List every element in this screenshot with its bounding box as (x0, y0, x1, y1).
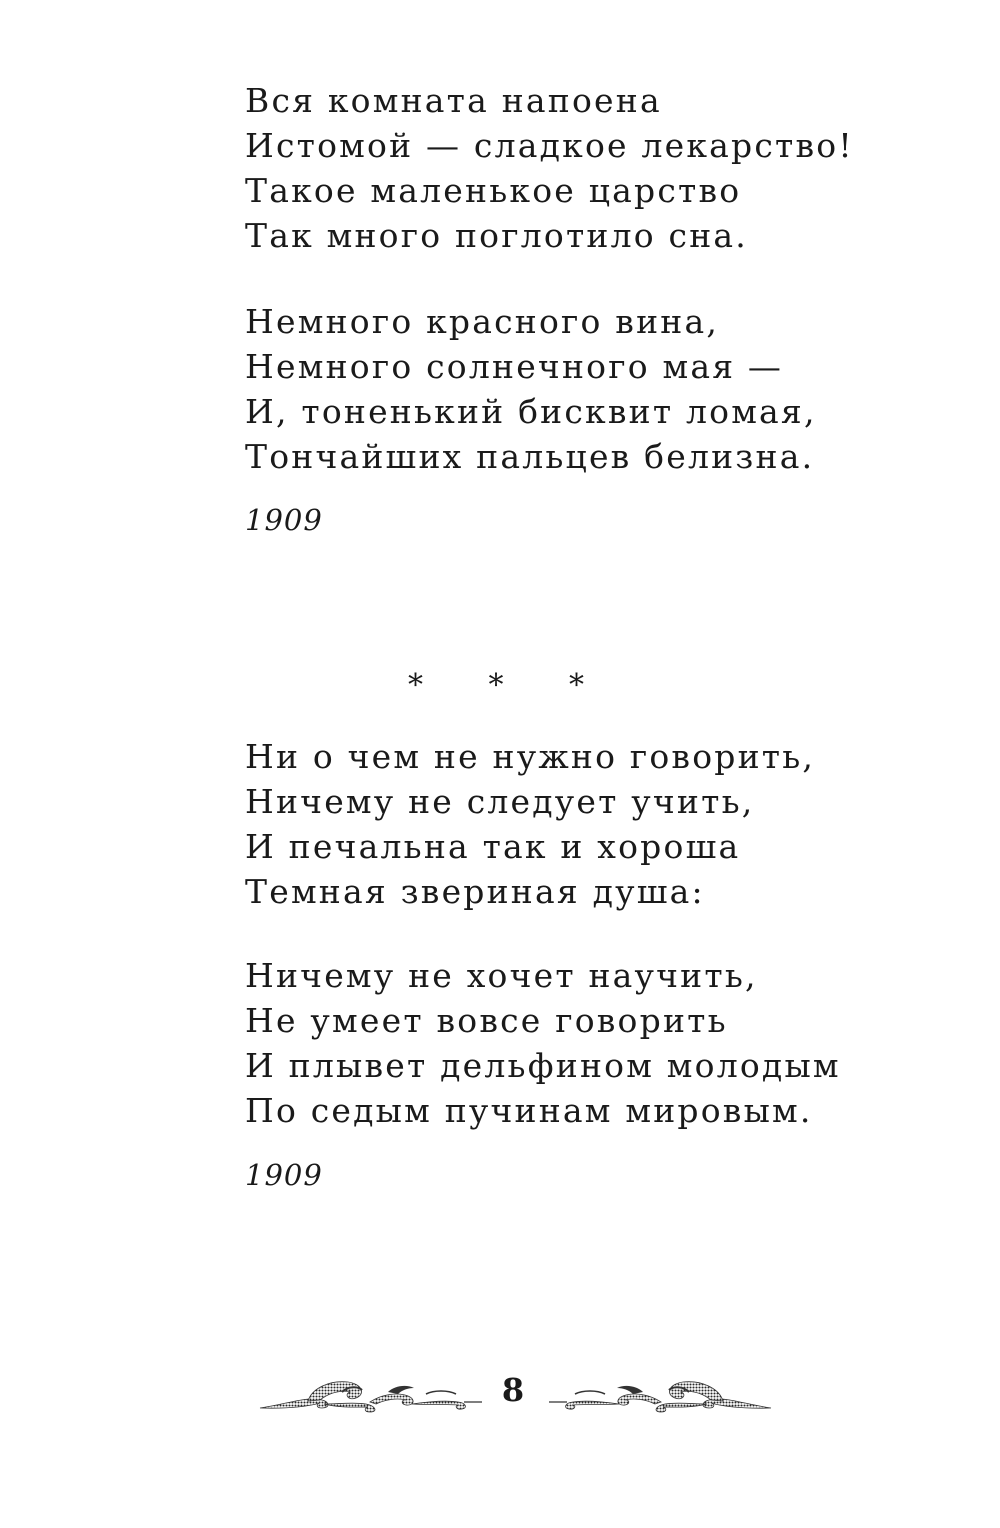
poem-line: Ни о чем не нужно говорить, (245, 737, 816, 776)
section-separator: * * * (407, 668, 613, 703)
poem-line: Немного красного вина, (245, 302, 720, 341)
poem-line: И плывет дельфином молодым (245, 1046, 841, 1085)
poem-line: Немного солнечного мая — (245, 347, 784, 386)
poem-line: И печальна так и хороша (245, 827, 741, 866)
poem-line: Так много поглотило сна. (245, 216, 748, 255)
poem1-stanza1 (245, 78, 854, 258)
poem2-year: 1909 (245, 1158, 323, 1192)
poem-line: Не умеет вовсе говорить (245, 1001, 728, 1040)
flourish-left-icon (258, 1374, 483, 1416)
poem1-year: 1909 (245, 503, 323, 537)
poem2-stanza2 (245, 953, 841, 1133)
poem-line: Такое маленькое царство (245, 171, 742, 210)
poem-line: Истомой — сладкое лекарство! (245, 126, 854, 165)
poem-line: Ничему не хочет научить, (245, 956, 758, 995)
page-number: 8 (501, 1371, 525, 1409)
poem-line: Ничему не следует учить, (245, 782, 755, 821)
flourish-right-icon (548, 1374, 773, 1416)
poem-line: Вся комната напоена (245, 81, 662, 120)
poem-line: Тончайших пальцев белизна. (245, 437, 815, 476)
poem2-stanza1 (245, 734, 815, 914)
page-footer (258, 1368, 768, 1418)
poem-line: И, тоненький бисквит ломая, (245, 392, 817, 431)
poem-line: Темная звериная душа: (245, 872, 705, 911)
poem-line: По седым пучинам мировым. (245, 1091, 813, 1130)
poem1-stanza2 (245, 299, 817, 479)
